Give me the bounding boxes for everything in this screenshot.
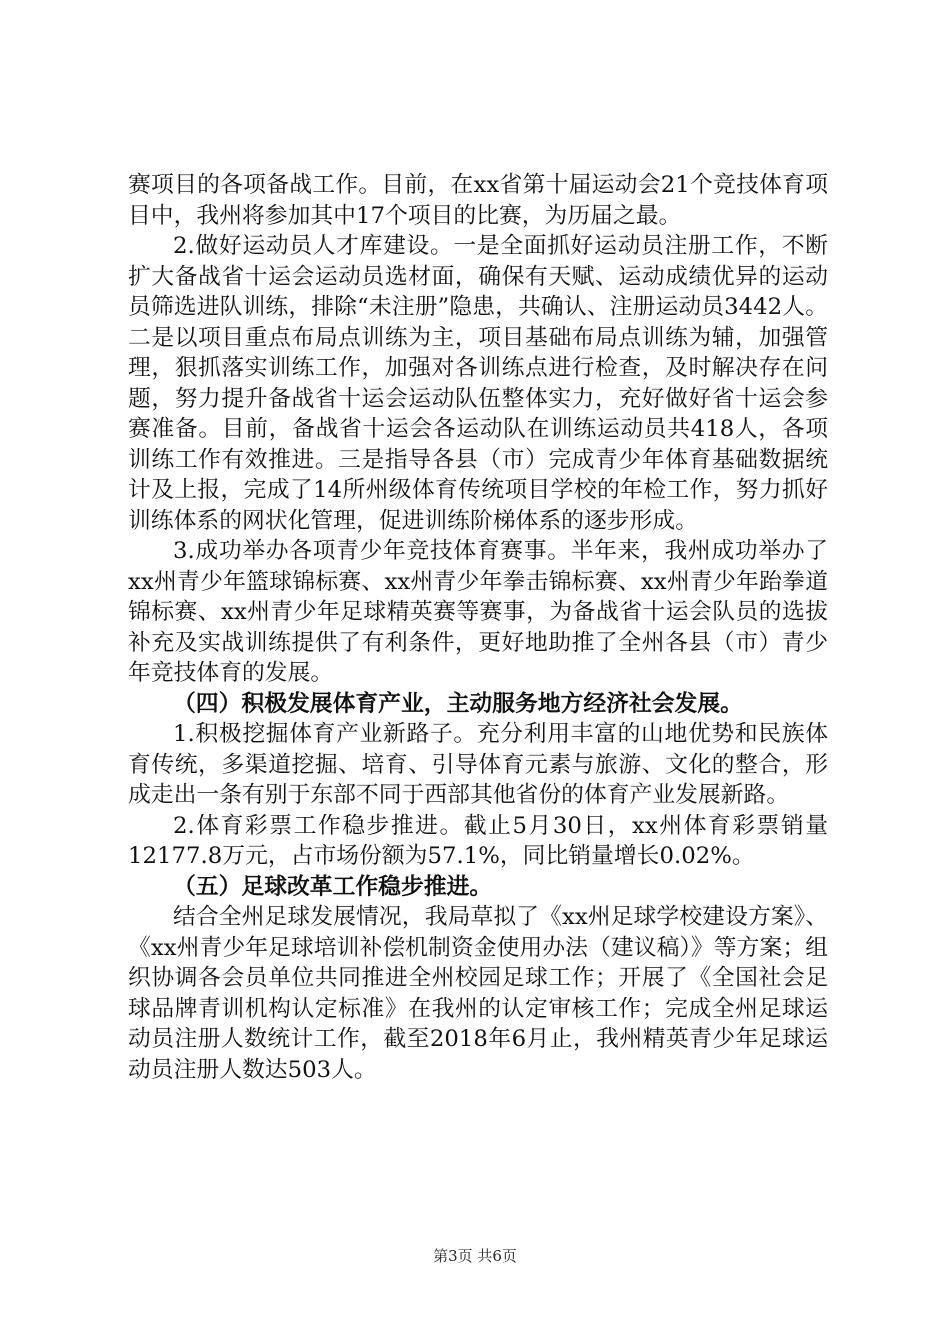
section-heading-football-reform: （五）足球改革工作稳步推进。 [173,873,493,900]
section-heading-sports-industry: （四）积极发展体育产业，主动服务地方经济社会发展。 [173,690,743,717]
paragraph-continuation: 赛项目的各项备战工作。目前，在xx省第十届运动会21个竞技体育项目中，我州将参加其中17个项目的比赛，为历届之最。 [128,172,828,229]
page-number-footer: 第3页 共6页 [433,1247,517,1265]
paragraph-youth-competitions: 3.成功举办各项青少年竞技体育赛事。半年来，我州成功举办了xx州青少年篮球锦标赛、xx州青少年拳击锦标赛、xx州青少年跆拳道锦标赛、xx州青少年足球精英赛等赛事，为备战省十运会队员的选拔补充及实战训练提供了有利条件，更好地助推了全州各县（市）青少年竞技体育的发展。 [128,538,828,686]
paragraph-athlete-talent-pool: 2.做好运动员人才库建设。一是全面抓好运动员注册工作，不断扩大备战省十运会运动员选材面，确保有天赋、运动成绩优异的运动员筛选进队训练，排除“未注册”隐患，共确认、注册运动员3442人。二是以项目重点布局点训练为主，项目基础布局点训练为辅，加强管理，狠抓落实训练工作，加强对各训练点进行检查，及时解决存在问题，努力提升备战省十运会运动队伍整体实力，充好做好省十运会参赛准备。目前，备战省十运会各运动队在训练运动员共418人，各项训练工作有效推进。三是指导各县（市）完成青少年体育基础数据统计及上报，完成了14所州级体育传统项目学校的年检工作，努力抓好训练体系的网状化管理，促进训练阶梯体系的逐步形成。 [128,233,828,534]
document-body [128,170,828,1085]
paragraph-sports-industry-path: 1.积极挖掘体育产业新路子。充分利用丰富的山地优势和民族体育传统，多渠道挖掘、培育、引导体育元素与旅游、文化的整合，形成走出一条有别于东部不同于西部其他省份的体育产业发展新路。 [128,721,828,808]
paragraph-sports-lottery: 2.体育彩票工作稳步推进。截止5月30日，xx州体育彩票销量12177.8万元，占市场份额为57.1%，同比销量增长0.02%。 [128,812,828,869]
paragraph-football-reform: 结合全州足球发展情况，我局草拟了《xx州足球学校建设方案》、《xx州青少年足球培训补偿机制资金使用办法（建议稿）》等方案；组织协调各会员单位共同推进全州校园足球工作；开展了《全国社会足球品牌青训机构认定标准》在我州的认定审核工作；完成全州足球运动员注册人数统计工作，截至2018年6月止，我州精英青少年足球运动员注册人数达503人。 [128,904,828,1083]
